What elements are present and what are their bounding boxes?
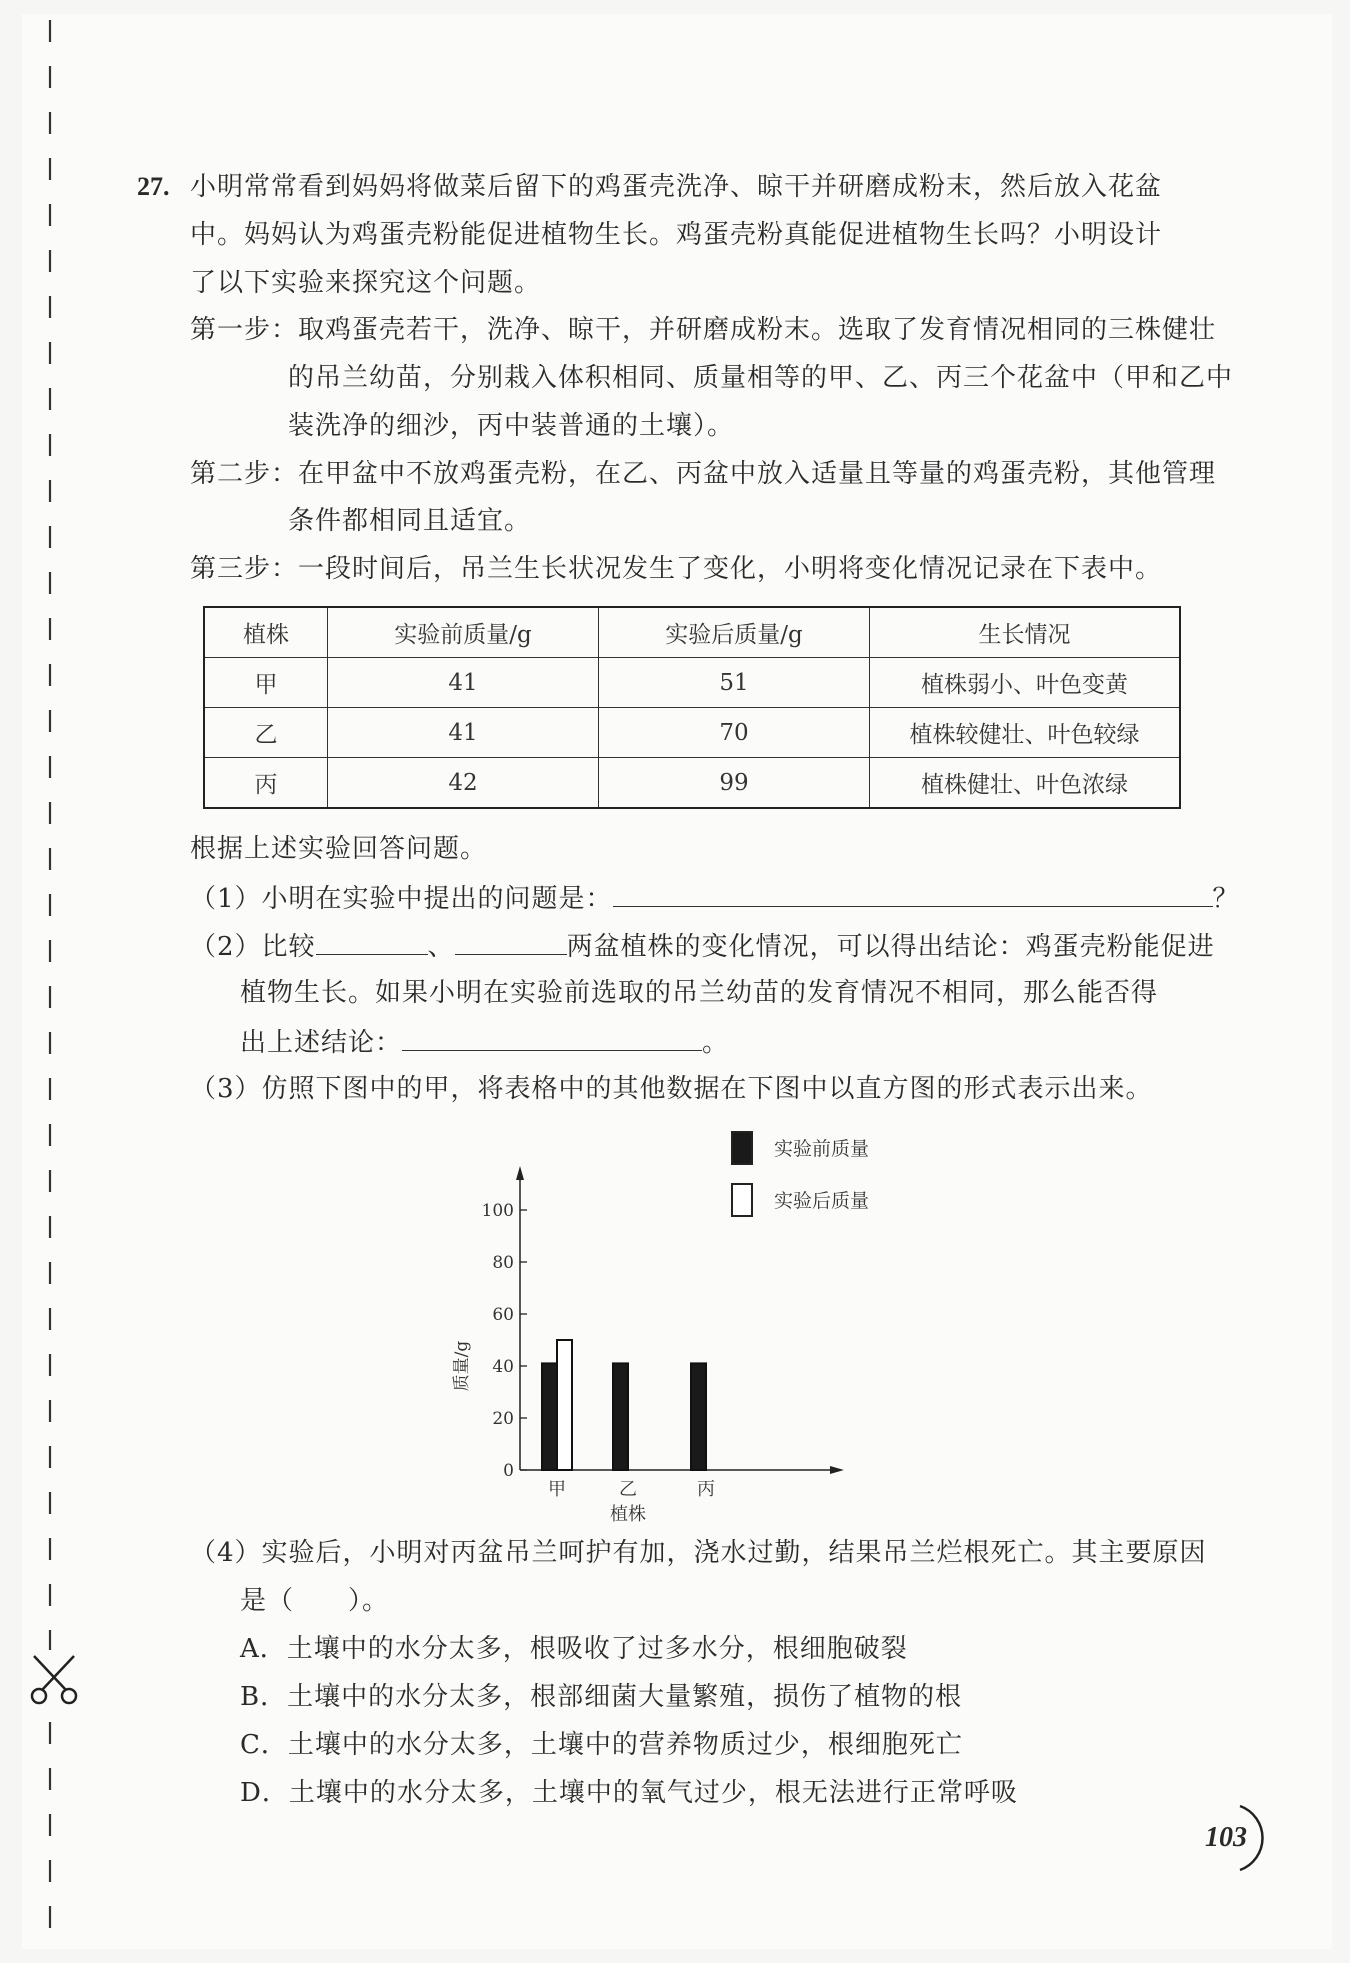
table-header: 植株 — [204, 607, 328, 658]
sub2-blank-2[interactable] — [455, 928, 567, 955]
table-cell: 41 — [328, 658, 599, 708]
y-tick-label: 80 — [492, 1253, 514, 1273]
step2-line-1: 第二步：在甲盆中不放鸡蛋壳粉，在乙、丙盆中放入适量且等量的鸡蛋壳粉，其他管理 — [190, 459, 1217, 489]
table-row — [204, 708, 1180, 758]
table-cell: 51 — [599, 658, 870, 708]
table-header: 实验后质量/g — [599, 607, 870, 658]
step1-line-2: 的吊兰幼苗，分别栽入体积相同、质量相等的甲、乙、丙三个花盆中（甲和乙中 — [288, 363, 1234, 393]
table-cell: 99 — [599, 758, 870, 809]
x-axis-label: 植株 — [610, 1504, 646, 1525]
option-d[interactable]: D．土壤中的水分太多，土壤中的氧气过少，根无法进行正常呼吸 — [240, 1778, 1018, 1808]
sub2-b: 两盆植株的变化情况，可以得出结论：鸡蛋壳粉能促进 — [566, 932, 1215, 962]
sub2-a: （2）比较 — [190, 932, 316, 962]
table-cell: 70 — [599, 708, 870, 758]
table-cell: 丙 — [204, 758, 328, 809]
chart-axes — [452, 1166, 844, 1525]
table-header: 生长情况 — [870, 607, 1181, 658]
sub2-line3a: 出上述结论： — [240, 1028, 403, 1058]
intro-line-3: 了以下实验来探究这个问题。 — [190, 268, 542, 298]
x-tick-label: 丙 — [697, 1479, 715, 1500]
sub2-line3b: 。 — [702, 1028, 730, 1058]
y-axis-arrow — [516, 1166, 524, 1180]
step1-line-3: 装洗净的细沙，丙中装普通的土壤）。 — [288, 411, 735, 441]
step2-line-2: 条件都相同且适宜。 — [288, 506, 532, 536]
sub4-line-2: 是（ ）。 — [240, 1586, 390, 1616]
table-header: 实验前质量/g — [328, 607, 599, 658]
bar-chart — [440, 1120, 900, 1540]
bar-before-3 — [691, 1363, 706, 1470]
table-row — [204, 758, 1180, 809]
y-tick-label: 0 — [503, 1461, 514, 1481]
table-row — [204, 658, 1180, 708]
y-tick-label: 40 — [492, 1357, 514, 1377]
data-table — [203, 606, 1181, 809]
bar-after-1 — [557, 1340, 572, 1470]
y-axis-label: 质量/g — [452, 1340, 472, 1392]
legend-label-1: 实验前质量 — [774, 1138, 870, 1160]
y-tick-label: 20 — [492, 1409, 514, 1429]
sub1-question — [190, 880, 1240, 916]
question-number: 27. — [137, 172, 170, 201]
x-tick-label: 乙 — [619, 1479, 637, 1500]
table-cell: 42 — [328, 758, 599, 809]
bar-before-1 — [542, 1363, 557, 1470]
legend-swatch-1 — [732, 1132, 752, 1164]
sub2-blank-3[interactable] — [402, 1024, 702, 1051]
option-b[interactable]: B．土壤中的水分太多，根部细菌大量繁殖，损伤了植物的根 — [240, 1682, 963, 1712]
sub4-line-1: （4）实验后，小明对丙盆吊兰呵护有加，浇水过勤，结果吊兰烂根死亡。其主要原因 — [190, 1538, 1207, 1568]
x-tick-label: 甲 — [548, 1479, 566, 1500]
step1-line-1: 第一步：取鸡蛋壳若干，洗净、晾干，并研磨成粉末。选取了发育情况相同的三株健壮 — [190, 315, 1217, 345]
table-cell: 植株健壮、叶色浓绿 — [870, 758, 1181, 809]
option-a[interactable]: A．土壤中的水分太多，根吸收了过多水分，根细胞破裂 — [240, 1634, 908, 1664]
y-tick-label: 60 — [492, 1305, 514, 1325]
table-cell: 甲 — [204, 658, 328, 708]
table-header-row — [204, 607, 1180, 658]
option-c[interactable]: C．土壤中的水分太多，土壤中的营养物质过少，根细胞死亡 — [240, 1730, 963, 1760]
legend-label-2: 实验后质量 — [774, 1190, 870, 1212]
chart-bars — [542, 1340, 706, 1470]
sub1-label: （1）小明在实验中提出的问题是： — [190, 884, 613, 914]
legend-swatch-2 — [732, 1184, 752, 1216]
sub2-sep: 、 — [427, 932, 455, 962]
intro-line-1: 小明常常看到妈妈将做菜后留下的鸡蛋壳洗净、晾干并研磨成粉末，然后放入花盆 — [190, 172, 1163, 202]
scissors-icon — [26, 1650, 82, 1706]
answer-intro: 根据上述实验回答问题。 — [190, 834, 488, 864]
sub2-line-1 — [190, 928, 1215, 964]
sub1-end: ？ — [1212, 884, 1240, 914]
x-axis-arrow — [830, 1466, 844, 1474]
table-cell: 41 — [328, 708, 599, 758]
sub3-line: （3）仿照下图中的甲，将表格中的其他数据在下图中以直方图的形式表示出来。 — [190, 1074, 1153, 1104]
bar-before-2 — [613, 1363, 628, 1470]
sub2-line-2: 植物生长。如果小明在实验前选取的吊兰幼苗的发育情况不相同，那么能否得 — [240, 978, 1159, 1008]
sub2-line-3 — [240, 1024, 729, 1060]
intro-line-2: 中。妈妈认为鸡蛋壳粉能促进植物生长。鸡蛋壳粉真能促进植物生长吗？小明设计 — [190, 220, 1163, 250]
y-tick-label: 100 — [481, 1201, 514, 1221]
sub1-answer-blank[interactable] — [613, 880, 1213, 907]
chart-legend — [732, 1132, 869, 1216]
page-number: 103 — [1205, 1822, 1247, 1853]
table-cell: 植株较健壮、叶色较绿 — [870, 708, 1181, 758]
table-cell: 乙 — [204, 708, 328, 758]
step3-line: 第三步：一段时间后，吊兰生长状况发生了变化，小明将变化情况记录在下表中。 — [190, 554, 1163, 584]
table-cell: 植株弱小、叶色变黄 — [870, 658, 1181, 708]
sub2-blank-1[interactable] — [316, 928, 428, 955]
